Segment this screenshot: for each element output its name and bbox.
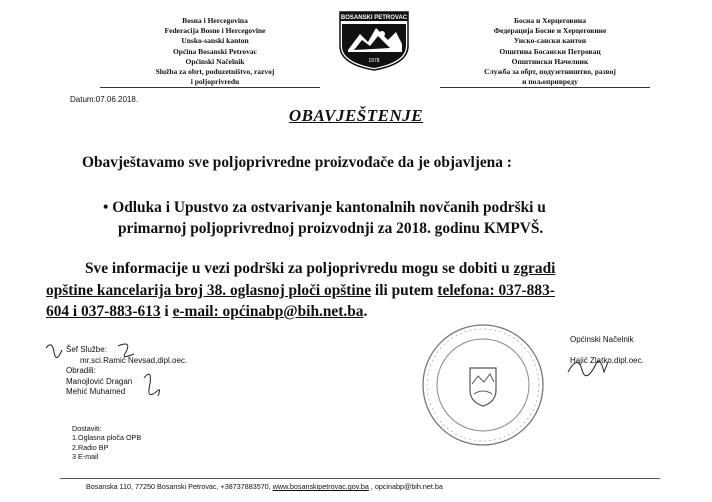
footer-email-link[interactable]: opcinabp@bih.net.ba: [374, 482, 443, 491]
mayor-title: Općinski Načelnik: [570, 335, 634, 344]
location-text: zgradi: [513, 260, 556, 277]
bullet-text: Odluka i Upustvo za ostvarivanje kantonalnih novčanih podrški u: [112, 199, 546, 216]
header-left-line: Federacija Bosne i Hercegovine: [164, 26, 266, 36]
crest-year: 1978: [368, 58, 380, 64]
footer-separator: ,: [368, 482, 375, 491]
distribution-item: 2.Radio BP: [72, 442, 109, 452]
phone-text: 604 i 037-883-613: [46, 303, 161, 320]
handwritten-signature-left: [40, 338, 190, 408]
info-line-3: [46, 301, 367, 322]
header-right-line: Унско-сански кантон: [513, 36, 587, 46]
location-text: opštine kancelarija broj 38. oglasnoj ploči opštine: [46, 282, 372, 299]
prepared-name: Manojlović Dragan: [66, 376, 133, 386]
bullet-item: [103, 197, 546, 218]
email-link[interactable]: e-mail: općinabp@bih.net.ba: [172, 303, 364, 320]
info-text: Sve informacije u vezi podrški za poljoprivredu mogu se dobiti u: [85, 260, 514, 277]
crest-text: BOSANSKI PETROVAC: [340, 15, 408, 21]
distribution-label: Dostaviti:: [72, 424, 102, 433]
header-right-line: Босна и Херцеговина: [514, 16, 586, 25]
phone-text: telefona: 037-883-: [437, 282, 555, 299]
header-right: [460, 16, 640, 87]
info-line-1: [85, 258, 555, 279]
info-line-2: [46, 280, 555, 301]
header-left-line: i poljoprivredu: [190, 77, 240, 87]
info-text: .: [363, 303, 368, 320]
header-left-rule: [100, 87, 320, 88]
document-date: Datum:07.06.2018.: [70, 95, 139, 104]
chief-label: Šef Službe:: [66, 345, 107, 354]
header-left-line: Općinski Načelnik: [185, 56, 245, 66]
header-right-line: Општина Босански Петровац: [499, 46, 601, 56]
header-right-line: Федерација Босне и Херцеговине: [493, 26, 607, 36]
header-right-rule: [440, 87, 650, 88]
prepared-label: Obradili:: [66, 366, 96, 376]
footer-address: Bosanska 110, 77250 Bosanski Petrovac, +38737883570,: [86, 482, 273, 491]
municipality-crest-logo: [336, 10, 412, 72]
info-text: i: [160, 303, 173, 320]
header-right-line: и пољопривреду: [522, 77, 578, 87]
header-left-line: Unsko-sanski kanton: [181, 36, 249, 46]
header-right-line: Служба за обрт, подузетништво, развој: [484, 67, 616, 77]
distribution-item: 3 E-mail: [72, 452, 99, 462]
prepared-name: Mehić Muhamed: [66, 387, 126, 397]
header-left-line: Općina Bosanski Petrovac: [172, 46, 258, 56]
distribution-list: [72, 424, 141, 462]
handwritten-signature-right: [560, 352, 650, 402]
bullet-marker: •: [103, 199, 109, 216]
footer-website-link[interactable]: www.bosanskipetrovac.gov.ba: [272, 482, 369, 491]
footer-rule: [60, 478, 660, 479]
header-left: [120, 16, 310, 87]
chief-name: mr.sci.Ramić Nevsad,dipl.oec.: [80, 355, 188, 365]
header-left-line: Bosna i Hercegovina: [182, 16, 248, 25]
bullet-text-continued: primarnoj poljoprivrednoj proizvodnji za 2018. godinu KMPVŠ.: [118, 220, 544, 237]
info-text: ili putem: [371, 282, 438, 299]
header-right-line: Општински Начелник: [511, 56, 589, 66]
header-left-line: Služba za obrt, poduzetništvo, razvoj: [155, 67, 275, 77]
intro-paragraph: Obavještavamo sve poljoprivredne proizvođače da je objavljena :: [82, 154, 512, 171]
mayor-name: Hajić Zlatko,dipl.oec.: [570, 355, 644, 365]
distribution-item: 1.Oglasna ploča OPB: [72, 433, 142, 443]
official-stamp-seal: [420, 322, 546, 448]
document-title: OBAVJEŠTENJE: [288, 106, 424, 125]
footer: [86, 482, 443, 491]
